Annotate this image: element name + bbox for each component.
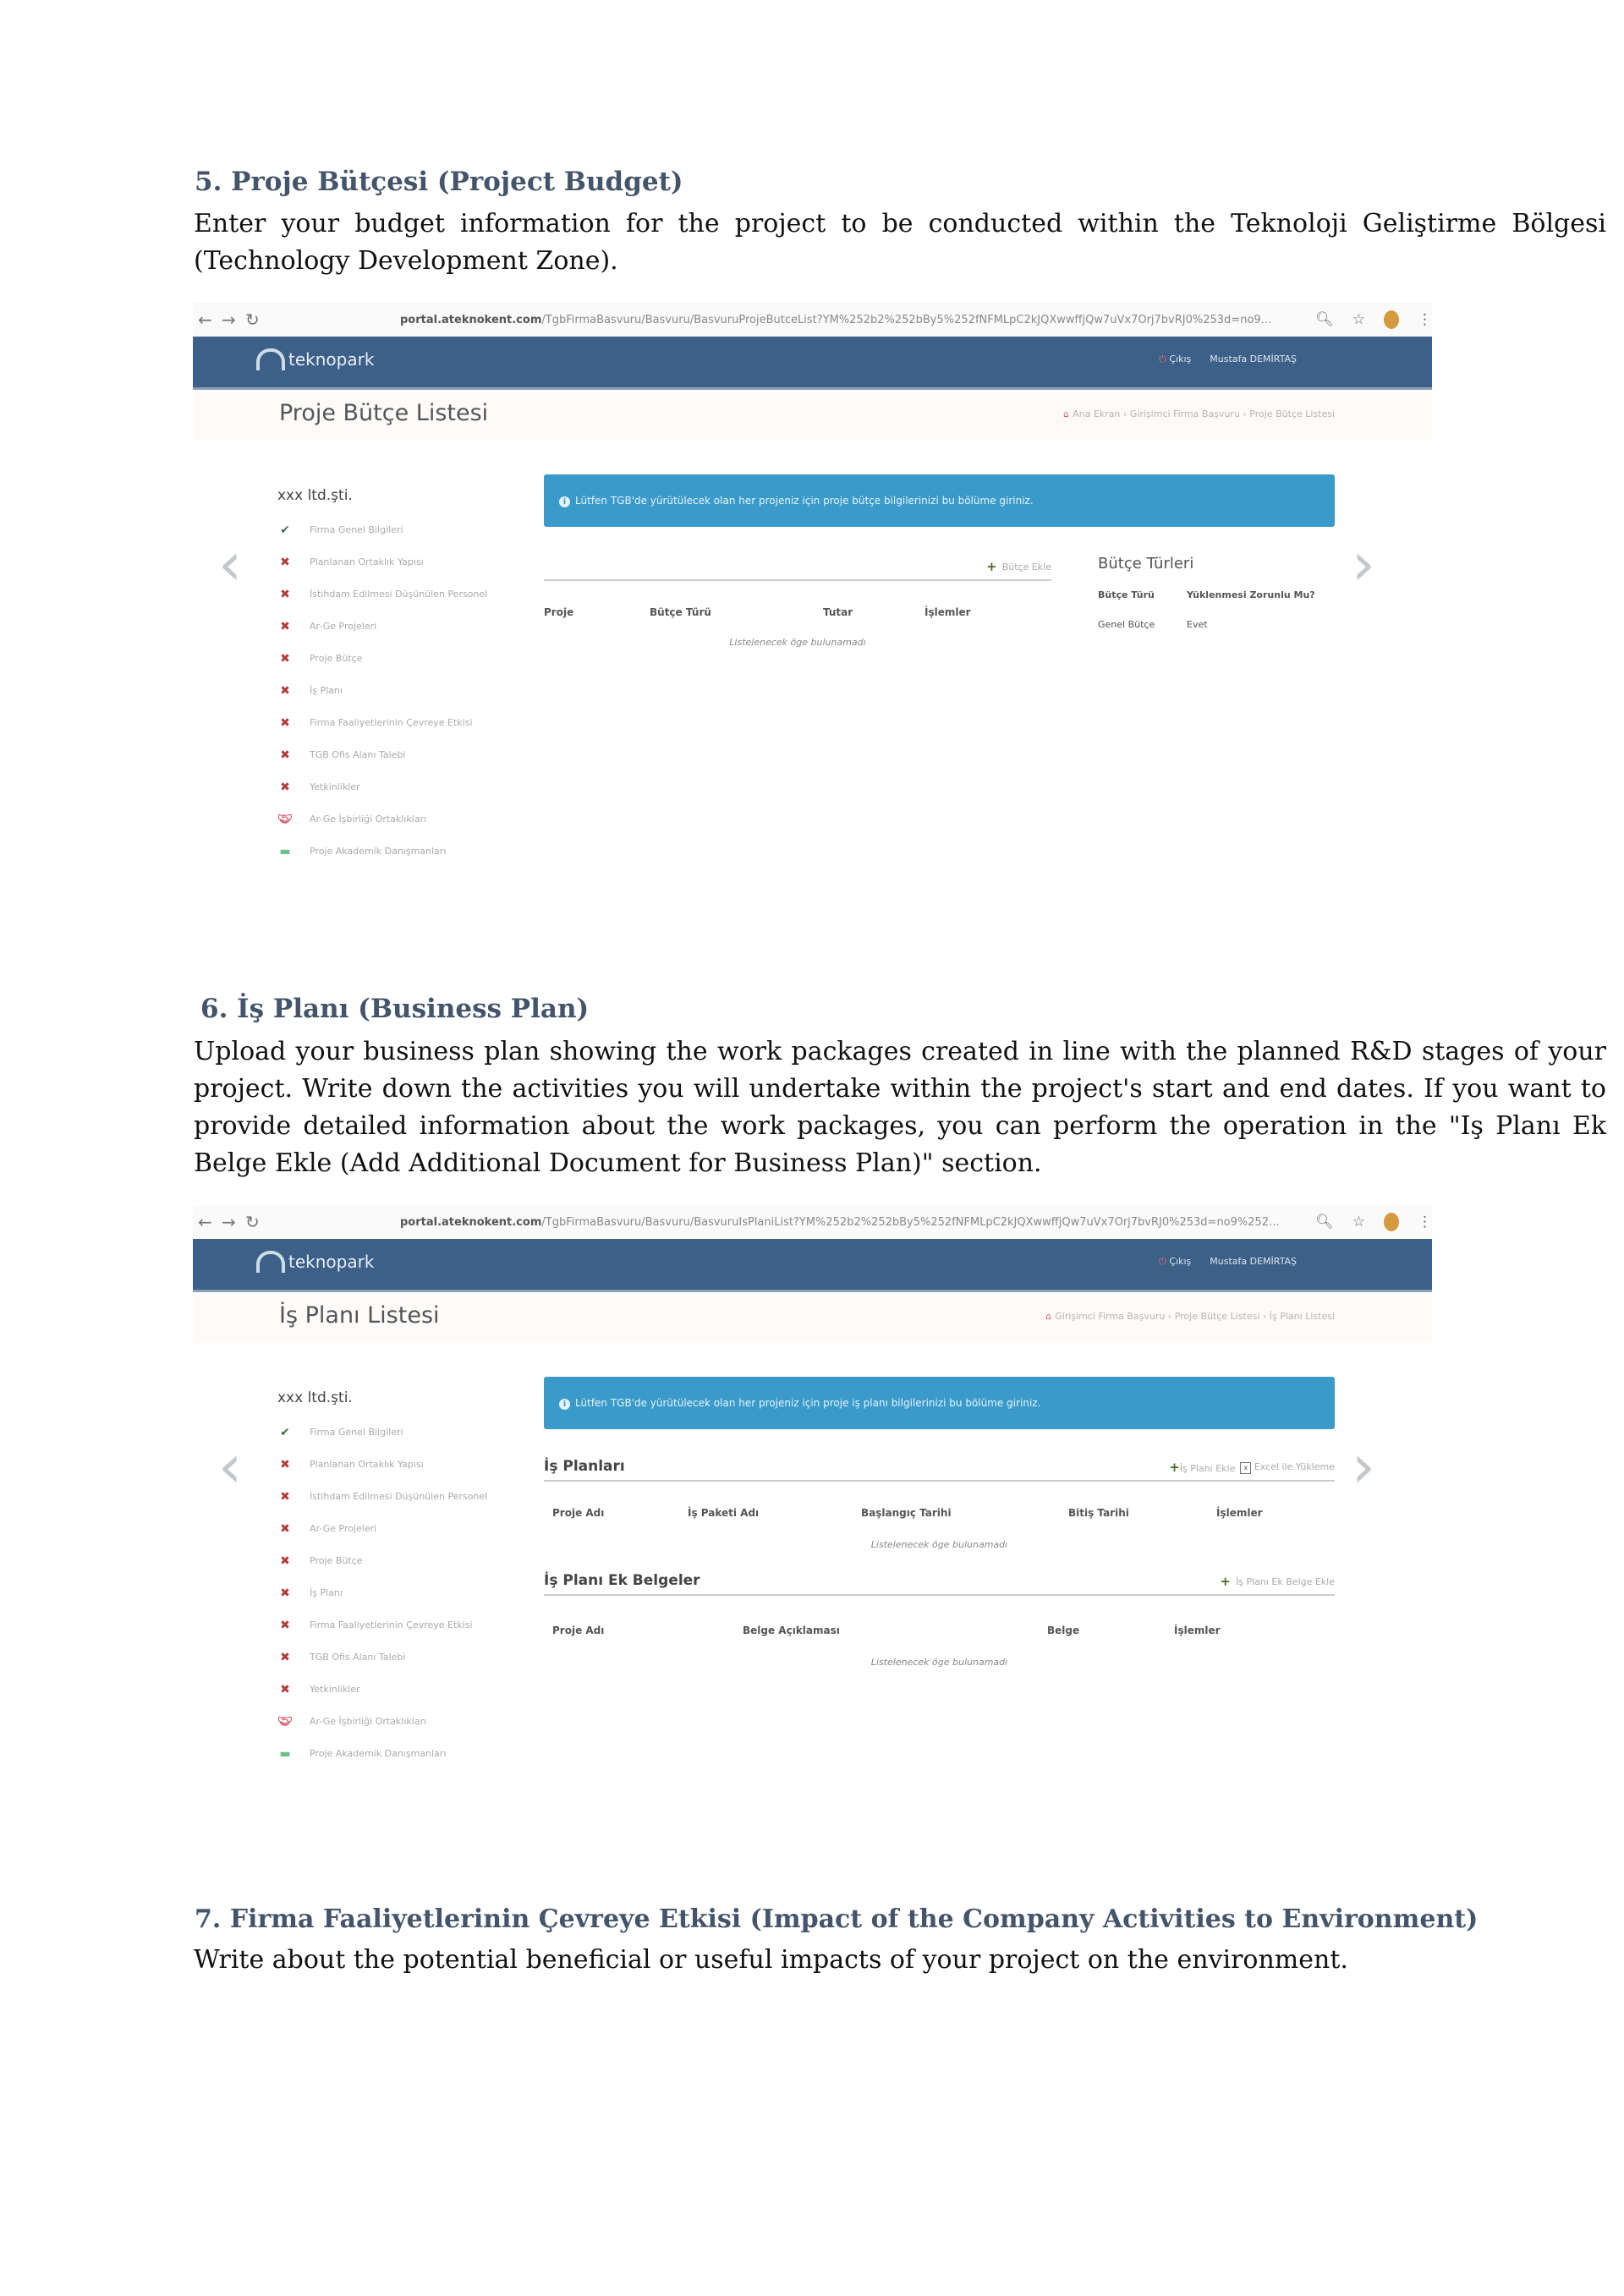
sidebar-item[interactable]: [277, 587, 497, 604]
sidebar-item-label: Yetkinlikler: [310, 1684, 360, 1695]
types-cell-required: Evet: [1187, 619, 1208, 630]
section-6-text: Upload your business plan showing the work packages created in line with the planned R&D stages of your project. Write down the activities you will undertake within the project's start and end dates. If you want to provide detailed information about the work packages, you can perform the operation in the "Iş Planı Ek Belge Ekle (Add Additional Document for Business Plan)" section.: [194, 1037, 1606, 1178]
next-arrow-icon[interactable]: ›: [1352, 1432, 1375, 1501]
add-plan-button[interactable]: [1169, 1460, 1235, 1475]
sidebar-item[interactable]: [277, 1618, 497, 1635]
col-belge: Belge: [1047, 1625, 1080, 1636]
cross-icon: ✖: [280, 652, 290, 666]
browser-bar: [193, 303, 1432, 337]
sidebar-item[interactable]: [277, 1650, 497, 1667]
plan-docs-header: [544, 1572, 1335, 1596]
alert-text: Lütfen TGB'de yürütülecek olan her projeniz için proje iş planı bilgilerinizi bu bölüme giriniz.: [575, 1397, 1041, 1409]
sidebar-item-label: Firma Faaliyetlerinin Çevreye Etkisi: [310, 717, 473, 728]
sidebar-item-label: Proje Bütçe: [310, 1555, 363, 1566]
plus-icon: +: [1220, 1574, 1231, 1589]
types-cell-type: Genel Bütçe: [1098, 619, 1155, 630]
col-proje-adi: Proje Adı: [552, 1507, 605, 1519]
logout-label: Çıkış: [1169, 353, 1192, 364]
handshake-icon: 🤝︎: [277, 1715, 293, 1729]
col-is-paketi-adi: İş Paketi Adı: [688, 1507, 760, 1519]
col-butce-turu: Bütçe Türü: [650, 606, 711, 618]
app-topbar: [193, 1239, 1432, 1292]
cross-icon: ✖: [280, 1458, 290, 1471]
add-budget-button[interactable]: [986, 559, 1051, 574]
reload-icon[interactable]: ↻: [245, 1212, 260, 1232]
sidebar-item[interactable]: [277, 683, 497, 700]
home-icon[interactable]: ⌂: [1045, 1311, 1052, 1322]
next-arrow-icon[interactable]: ›: [1352, 529, 1375, 599]
sidebar-item-label: Ar-Ge Projeleri: [310, 1523, 377, 1534]
business-plans-title: İş Planları: [544, 1458, 625, 1475]
sidebar-item[interactable]: [277, 748, 497, 764]
plus-icon: +: [986, 559, 997, 574]
profile-avatar[interactable]: [1384, 310, 1399, 329]
sidebar-item-label: Planlanan Ortaklık Yapısı: [310, 556, 424, 567]
sidebar-item-label: Ar-Ge Projeleri: [310, 621, 377, 632]
sidebar-item-label: Firma Genel Bilgileri: [310, 1427, 403, 1438]
add-budget-label: Bütçe Ekle: [1001, 561, 1051, 573]
cross-icon: ✖: [280, 1490, 290, 1504]
sidebar-item-label: Proje Akademik Danışmanları: [310, 1748, 447, 1759]
user-name[interactable]: Mustafa DEMİRTAŞ: [1210, 353, 1297, 364]
sidebar-item[interactable]: [277, 715, 497, 732]
page-title: İş Planı Listesi: [279, 1302, 440, 1329]
sidebar-item[interactable]: [277, 1586, 497, 1603]
col-belge-aciklamasi: Belge Açıklaması: [743, 1625, 840, 1636]
section-5-heading: 5. Proje Bütçesi (Project Budget): [195, 167, 683, 197]
sidebar-item[interactable]: [277, 523, 497, 540]
section-5-text: Enter your budget information for the project to be conducted within the Teknoloji Geliştirme Bölgesi (Technology Development Zone).: [194, 209, 1606, 276]
cross-icon: ✖: [280, 1554, 290, 1568]
forward-icon[interactable]: →: [222, 1212, 236, 1232]
user-name[interactable]: Mustafa DEMİRTAŞ: [1210, 1256, 1297, 1267]
screenshot-project-budget: [193, 303, 1432, 958]
teknopark-logo[interactable]: [256, 1251, 374, 1273]
application-steps-sidebar: [277, 1389, 497, 1778]
types-col-type: Bütçe Türü: [1098, 589, 1155, 600]
excel-icon: x: [1240, 1462, 1251, 1474]
sidebar-item[interactable]: [277, 1682, 497, 1699]
sidebar-item[interactable]: [277, 780, 497, 797]
col-islemler: İşlemler: [924, 606, 971, 618]
url-host: portal.ateknokent.com: [400, 1215, 542, 1229]
excel-label: Excel ile Yükleme: [1254, 1460, 1335, 1472]
sidebar-item-label: İş Planı: [310, 1587, 343, 1598]
cross-icon: ✖: [280, 620, 290, 633]
sidebar-item[interactable]: [277, 555, 497, 572]
sidebar-item-label: TGB Ofis Alanı Talebi: [310, 1652, 406, 1663]
sidebar-item-label: Firma Faaliyetlerinin Çevreye Etkisi: [310, 1619, 473, 1630]
sidebar-item-label: TGB Ofis Alanı Talebi: [310, 749, 406, 760]
cross-icon: ✖: [280, 1651, 290, 1664]
reload-icon[interactable]: ↻: [245, 310, 260, 330]
logo-text: teknopark: [288, 1252, 375, 1272]
add-doc-label: İş Planı Ek Belge Ekle: [1235, 1575, 1335, 1587]
cross-icon: ✖: [280, 1522, 290, 1536]
budget-types-title: Bütçe Türleri: [1098, 555, 1194, 573]
check-icon: ✔: [280, 1426, 290, 1439]
url-path: /TgbFirmaBasvuru/Basvuru/BasvuruIsPlaniList?YM%252b2%252bBy5%252fNFMLpC2kJQXwwffjQw7uVx7Orj7bvRJ0%253d=no9%252...: [541, 1215, 1280, 1229]
budget-types-panel: [1098, 555, 1335, 630]
sidebar-item-label: Proje Akademik Danışmanları: [310, 846, 447, 857]
cross-icon: ✖: [280, 1619, 290, 1632]
sidebar-item-label: İş Planı: [310, 685, 343, 696]
cross-icon: ✖: [280, 588, 290, 601]
zoom-icon[interactable]: 🔍︎: [1315, 1214, 1334, 1230]
sidebar-item[interactable]: [277, 1521, 497, 1538]
breadcrumb: [1063, 408, 1335, 419]
academic-icon: ▬: [279, 1747, 291, 1761]
plans-table-header: [544, 1507, 1335, 1519]
info-icon: i: [559, 496, 570, 507]
types-col-required: Yüklenmesi Zorunlu Mu?: [1187, 589, 1315, 600]
page-title: Proje Bütçe Listesi: [279, 400, 489, 426]
logo-arc-icon: [256, 1251, 285, 1273]
sidebar-item[interactable]: [277, 1553, 497, 1570]
col-islemler: İşlemler: [1174, 1625, 1221, 1636]
academic-icon: ▬: [279, 845, 291, 858]
star-icon[interactable]: ☆: [1352, 1214, 1365, 1230]
col-proje: Proje: [544, 606, 574, 618]
home-icon[interactable]: ⌂: [1063, 408, 1070, 419]
company-name: xxx ltd.şti.: [277, 1389, 353, 1406]
profile-avatar[interactable]: [1384, 1213, 1399, 1231]
teknopark-logo[interactable]: [256, 348, 374, 370]
col-bitis: Bitiş Tarihi: [1068, 1507, 1129, 1519]
company-name: xxx ltd.şti.: [277, 487, 353, 504]
sidebar-item-label: Ar-Ge İşbirliği Ortaklıkları: [310, 1716, 427, 1727]
sidebar-item-label: Firma Genel Bilgileri: [310, 524, 403, 535]
check-icon: ✔: [280, 523, 290, 537]
logo-arc-icon: [256, 348, 285, 370]
cross-icon: ✖: [280, 1683, 290, 1696]
budget-table-header: [544, 606, 1051, 618]
sidebar-item[interactable]: [277, 1489, 497, 1506]
sidebar-item-label: İstihdam Edilmesi Düşünülen Personel: [310, 589, 488, 600]
address-bar[interactable]: [400, 314, 1297, 326]
forward-icon[interactable]: →: [222, 310, 236, 330]
col-tutar: Tutar: [823, 606, 853, 618]
col-proje-adi: Proje Adı: [552, 1625, 605, 1636]
star-icon[interactable]: ☆: [1352, 311, 1365, 328]
sidebar-item-label: İstihdam Edilmesi Düşünülen Personel: [310, 1491, 488, 1502]
info-alert: [544, 1377, 1335, 1429]
col-baslangic: Başlangıç Tarihi: [861, 1507, 952, 1519]
sidebar-item-label: Proje Bütçe: [310, 653, 363, 664]
sidebar-item[interactable]: [277, 1746, 497, 1763]
sidebar-item[interactable]: [277, 619, 497, 636]
section-6-heading: 6. İş Planı (Business Plan): [200, 994, 590, 1024]
plan-docs-title: İş Planı Ek Belgeler: [544, 1572, 700, 1589]
address-bar[interactable]: [400, 1216, 1297, 1229]
app-topbar: [193, 337, 1432, 390]
info-alert: [544, 474, 1335, 527]
url-path: /TgbFirmaBasvuru/Basvuru/BasvuruProjeButceList?YM%252b2%252bBy5%252fNFMLpC2kJQXwwffjQw7uVx7Orj7bvRJ0%253d=no9...: [541, 313, 1272, 326]
business-plans-header: [544, 1458, 1335, 1482]
sidebar-item-label: Planlanan Ortaklık Yapısı: [310, 1459, 424, 1470]
section-7-heading: 7. Firma Faaliyetlerinin Çevreye Etkisi (Impact of the Company Activities to Environment): [195, 1904, 1479, 1934]
cross-icon: ✖: [280, 748, 290, 762]
breadcrumb: [1045, 1311, 1335, 1322]
alert-text: Lütfen TGB'de yürütülecek olan her projeniz için proje bütçe bilgilerinizi bu bölüme giriniz.: [575, 495, 1034, 507]
info-icon: i: [559, 1399, 570, 1410]
excel-upload-button[interactable]: [1240, 1461, 1335, 1474]
power-icon: ⏻: [1159, 1256, 1166, 1267]
browser-bar: [193, 1205, 1432, 1239]
logout-label: Çıkış: [1169, 1256, 1192, 1267]
cross-icon: ✖: [280, 781, 290, 794]
main-panel: [544, 1377, 1335, 1668]
sidebar-item[interactable]: [277, 1425, 497, 1442]
sidebar-item[interactable]: [277, 844, 497, 861]
add-doc-button[interactable]: [1220, 1574, 1335, 1589]
cross-icon: ✖: [280, 1586, 290, 1600]
logout-link[interactable]: [1159, 353, 1191, 365]
power-icon: ⏻: [1159, 353, 1166, 364]
screenshot-business-plan: [193, 1205, 1432, 1860]
menu-icon[interactable]: ⋮: [1418, 1214, 1432, 1230]
plans-empty-message: Listelenecek öge bulunamadı: [870, 1539, 1008, 1550]
prev-arrow-icon[interactable]: ‹: [218, 529, 242, 599]
sidebar-item[interactable]: [277, 1457, 497, 1474]
docs-table-header: [544, 1625, 1335, 1636]
cross-icon: ✖: [280, 556, 290, 569]
section-7-text: Write about the potential beneficial or useful impacts of your project on the environment.: [194, 1945, 1348, 1975]
cross-icon: ✖: [280, 716, 290, 730]
handshake-icon: 🤝︎: [277, 813, 293, 826]
sidebar-item-label: Yetkinlikler: [310, 781, 360, 792]
add-plan-label: İş Planı Ekle: [1179, 1463, 1236, 1474]
zoom-icon[interactable]: 🔍︎: [1315, 311, 1334, 328]
sidebar-item[interactable]: [277, 812, 497, 829]
logo-text: teknopark: [288, 349, 375, 370]
main-panel: [544, 474, 1335, 648]
plus-icon: +: [1169, 1460, 1180, 1475]
empty-message: Listelenecek öge bulunamadı: [729, 637, 866, 648]
sidebar-item[interactable]: [277, 651, 497, 668]
logout-link[interactable]: [1159, 1256, 1191, 1268]
back-icon[interactable]: ←: [198, 1212, 212, 1232]
sidebar-item[interactable]: [277, 1714, 497, 1731]
breadcrumb-text[interactable]: Girişimci Firma Başvuru › Proje Bütçe Listesi › İş Planı Listesi: [1055, 1311, 1335, 1322]
prev-arrow-icon[interactable]: ‹: [218, 1432, 242, 1501]
docs-empty-message: Listelenecek öge bulunamadı: [870, 1657, 1008, 1668]
budget-list-header: [544, 559, 1051, 581]
back-icon[interactable]: ←: [198, 310, 212, 330]
col-islemler: İşlemler: [1216, 1507, 1263, 1519]
menu-icon[interactable]: ⋮: [1418, 311, 1432, 328]
url-host: portal.ateknokent.com: [400, 313, 542, 326]
breadcrumb-text[interactable]: Ana Ekran › Girişimci Firma Başvuru › Proje Bütçe Listesi: [1073, 408, 1335, 419]
application-steps-sidebar: [277, 487, 497, 876]
cross-icon: ✖: [280, 684, 290, 698]
sidebar-item-label: Ar-Ge İşbirliği Ortaklıkları: [310, 814, 427, 825]
